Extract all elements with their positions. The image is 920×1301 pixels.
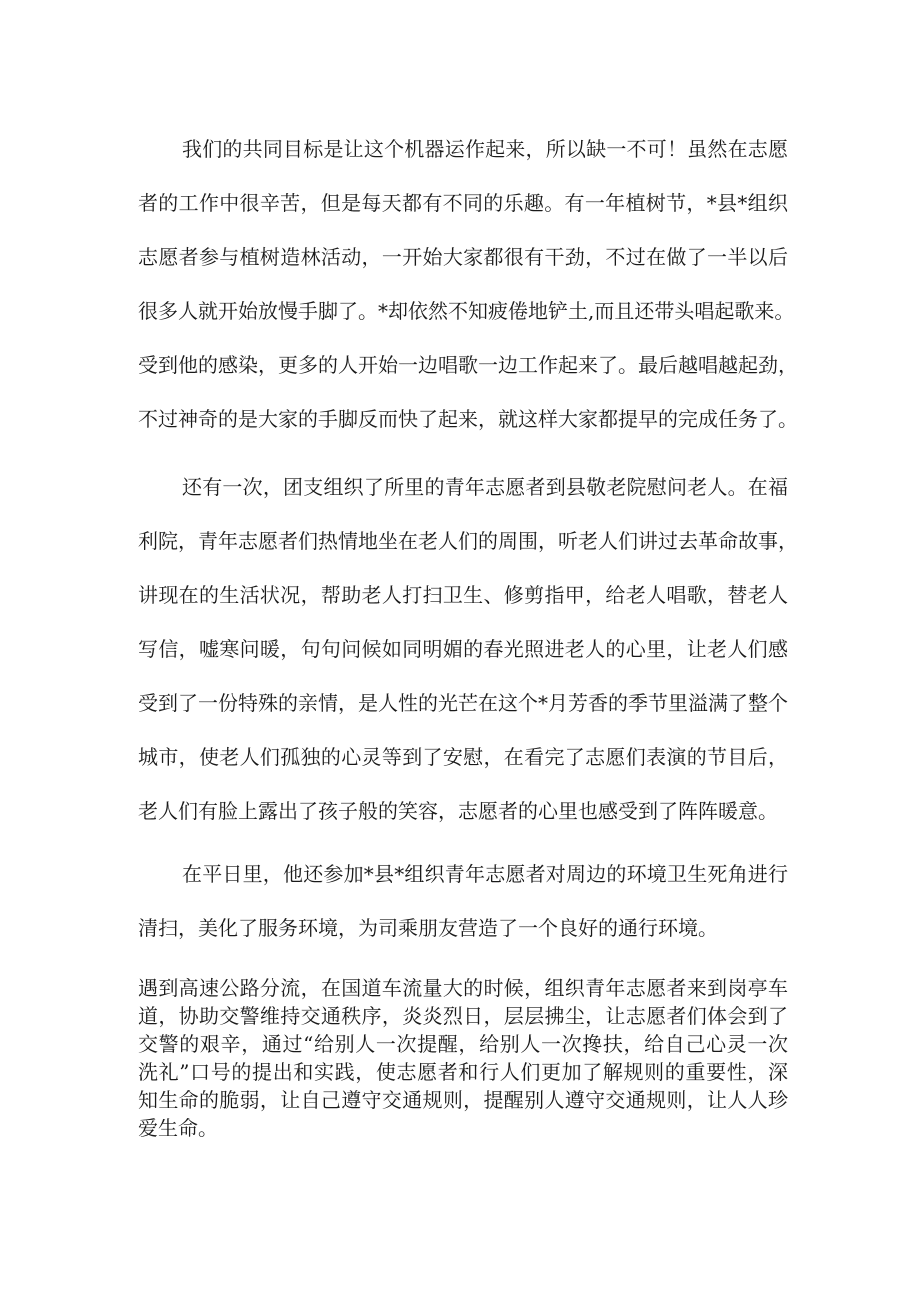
paragraph-line: 道，协助交警维持交通秩序，炎炎烈日，层层拂尘，让志愿者们体会到了 [138,1004,788,1028]
paragraph-line: 我们的共同目标是让这个机器运作起来，所以缺一不可！虽然在志愿 [182,137,788,161]
paragraph-line: 受到他的感染，更多的人开始一边唱歌一边工作起来了。最后越唱越起劲， [138,353,798,377]
paragraph-tree-planting [138,122,798,446]
paragraph-line: 老人们有脸上露出了孩子般的笑容，志愿者的心里也感受到了阵阵暖意。 [138,799,778,823]
paragraph-line: 讲现在的生活状况，帮助老人打扫卫生、修剪指甲，给老人唱歌，替老人 [138,583,788,607]
paragraph-line: 爱生命。 [138,1116,218,1140]
paragraph-line: 洗礼”口号的提出和实践，使志愿者和行人们更加了解规则的重要性，深 [138,1060,788,1084]
paragraph-line: 遇到高速公路分流，在国道车流量大的时候，组织青年志愿者来到岗亭车 [138,976,788,1000]
paragraph-line: 利院，青年志愿者们热情地坐在老人们的周围，听老人们讲过去革命故事， [138,529,798,553]
paragraph-line: 者的工作中很辛苦，但是每天都有不同的乐趣。有一年植树节，*县*组织 [138,191,788,215]
paragraph-line: 很多人就开始放慢手脚了。*却依然不知疲倦地铲土,而且还带头唱起歌来。 [138,299,795,323]
paragraph-line: 清扫，美化了服务环境，为司乘朋友营造了一个良好的通行环境。 [138,916,718,940]
paragraph-cleanup [138,847,788,955]
paragraph-line: 交警的艰辛，通过“给别人一次提醒，给别人一次搀扶，给自己心灵一次 [138,1032,788,1056]
paragraph-line: 写信，嘘寒问暖，句句问候如同明媚的春光照进老人的心里，让老人们感 [138,637,788,661]
paragraph-line: 不过神奇的是大家的手脚反而快了起来，就这样大家都提早的完成任务了。 [138,407,798,431]
paragraph-line: 知生命的脆弱，让自己遵守交通规则，提醒别人遵守交通规则，让人人珍 [138,1088,788,1112]
paragraph-line: 志愿者参与植树造林活动，一开始大家都很有干劲，不过在做了一半以后 [138,245,788,269]
paragraph-line: 在平日里，他还参加*县*组织青年志愿者对周边的环境卫生死角进行 [182,862,788,886]
paragraph-nursing-home [138,460,798,838]
paragraph-traffic [138,974,788,1142]
paragraph-line: 还有一次，团支组织了所里的青年志愿者到县敬老院慰问老人。在福 [182,475,788,499]
paragraph-line: 受到了一份特殊的亲情，是人性的光芒在这个*月芳香的季节里溢满了整个 [138,691,788,715]
paragraph-line: 城市，使老人们孤独的心灵等到了安慰，在看完了志愿们表演的节目后， [138,745,788,769]
